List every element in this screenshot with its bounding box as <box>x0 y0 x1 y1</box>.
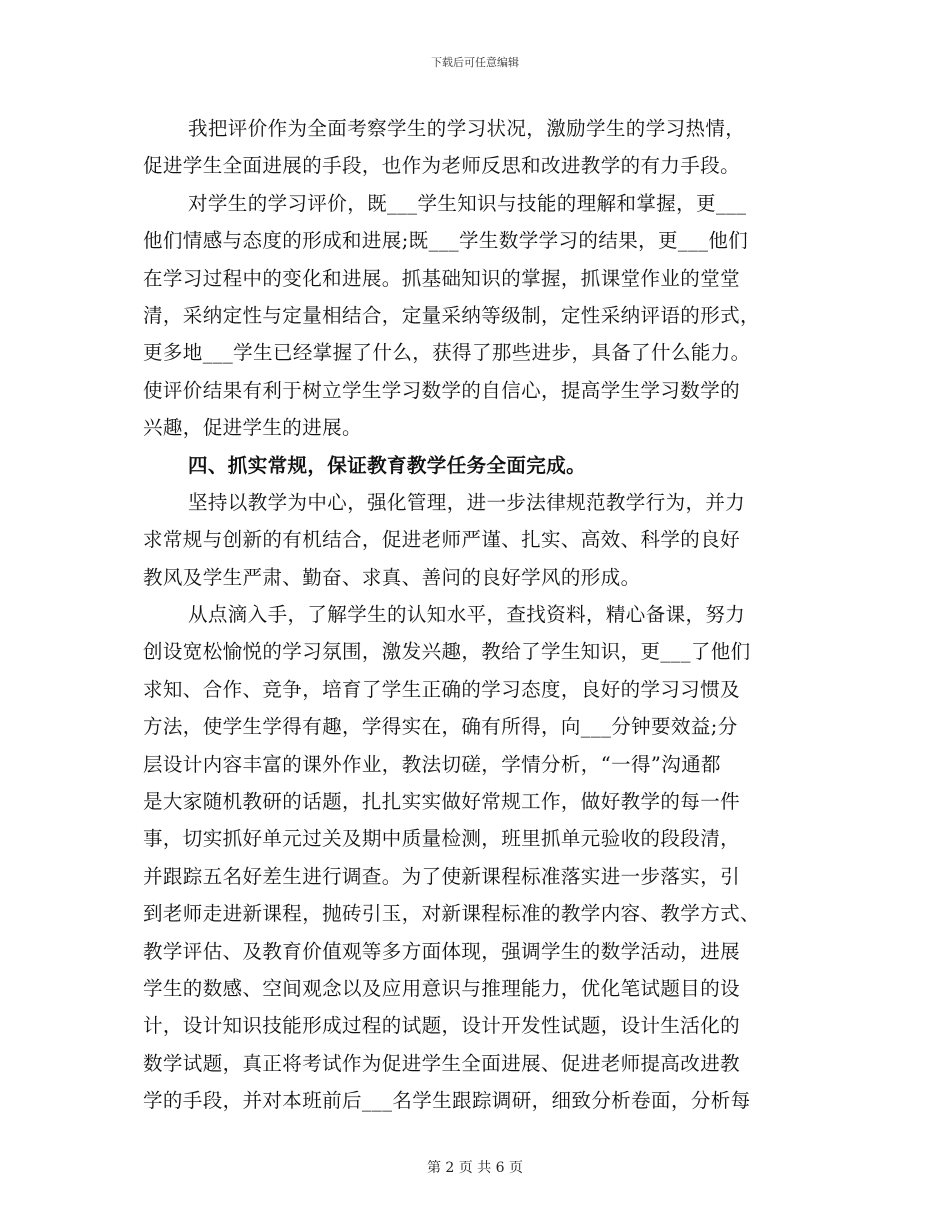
text-line: 促进学生全面进展的手段，也作为老师反思和改进教学的有力手段。 <box>143 154 741 178</box>
text-line: 事，切实抓好单元过关及期中质量检测，班里抓单元验收的段段清， <box>143 827 741 851</box>
text-line: 方法，使学生学得有趣，学得实在，确有所得，向___分钟要效益;分 <box>143 715 738 739</box>
text-line: 求知、合作、竞争，培育了学生正确的学习态度，良好的学习习惯及 <box>143 677 741 701</box>
text-line: 层设计内容丰富的课外作业，教法切磋，学情分析，“一得”沟通都 <box>143 752 721 776</box>
text-line: 数学试题，真正将考试作为促进学生全面进展、促进老师提高改进教 <box>143 1051 741 1075</box>
text-line: 学的手段，并对本班前后___名学生跟踪调研，细致分析卷面，分析每 <box>143 1089 751 1113</box>
text-line: 教学评估、及教育价值观等多方面体现，强调学生的数学活动，进展 <box>143 939 741 963</box>
text-line: 从点滴入手，了解学生的认知水平，查找资料，精心备课，努力 <box>188 603 746 627</box>
text-line: 坚持以教学为中心，强化管理，进一步法律规范教学行为，并力 <box>188 490 746 514</box>
text-line: 是大家随机教研的话题，扎扎实实做好常规工作，做好教学的每一件 <box>143 790 741 814</box>
text-line: 并跟踪五名好差生进行调查。为了使新课程标准落实进一步落实，引 <box>143 864 741 888</box>
text-line: 对学生的学习评价，既___学生知识与技能的理解和掌握，更___ <box>188 191 747 215</box>
text-line: 在学习过程中的变化和进展。抓基础知识的掌握，抓课堂作业的堂堂 <box>143 266 741 290</box>
text-line: 求常规与创新的有机结合，促进老师严谨、扎实、高效、科学的良好 <box>143 528 741 552</box>
text-line: 清，采纳定性与定量相结合，定量采纳等级制，定性采纳评语的形式， <box>143 303 760 327</box>
text-line: 我把评价作为全面考察学生的学习状况，激励学生的学习热情， <box>188 117 746 140</box>
text-line: 计，设计知识技能形成过程的试题，设计开发性试题，设计生活化的 <box>143 1014 741 1038</box>
document-body <box>143 110 807 1120</box>
text-line: 使评价结果有利于树立学生学习数学的自信心，提高学生学习数学的 <box>143 378 741 402</box>
text-line: 到老师走进新课程，抛砖引玉，对新课程标准的教学内容、教学方式、 <box>143 902 760 926</box>
text-line: 兴趣，促进学生的进展。 <box>143 416 362 440</box>
page-number: 第 2 页 共 6 页 <box>426 1160 524 1176</box>
text-line: 他们情感与态度的形成和进展;既___学生数学学习的结果，更___他们 <box>143 229 749 253</box>
section-heading: 四、抓实常规，保证教育教学任务全面完成。 <box>188 453 587 477</box>
page-header: 下载后可任意编辑 <box>431 56 519 69</box>
text-line: 更多地___学生已经掌握了什么，获得了那些进步，具备了什么能力。 <box>143 341 751 365</box>
text-line: 学生的数感、空间观念以及应用意识与推理能力，优化笔试题目的设 <box>143 976 741 1000</box>
text-line: 教风及学生严肃、勤奋、求真、善问的良好学风的形成。 <box>143 565 641 589</box>
text-line: 创设宽松愉悦的学习氛围，激发兴趣，教给了学生知识，更___了他们 <box>143 640 751 664</box>
